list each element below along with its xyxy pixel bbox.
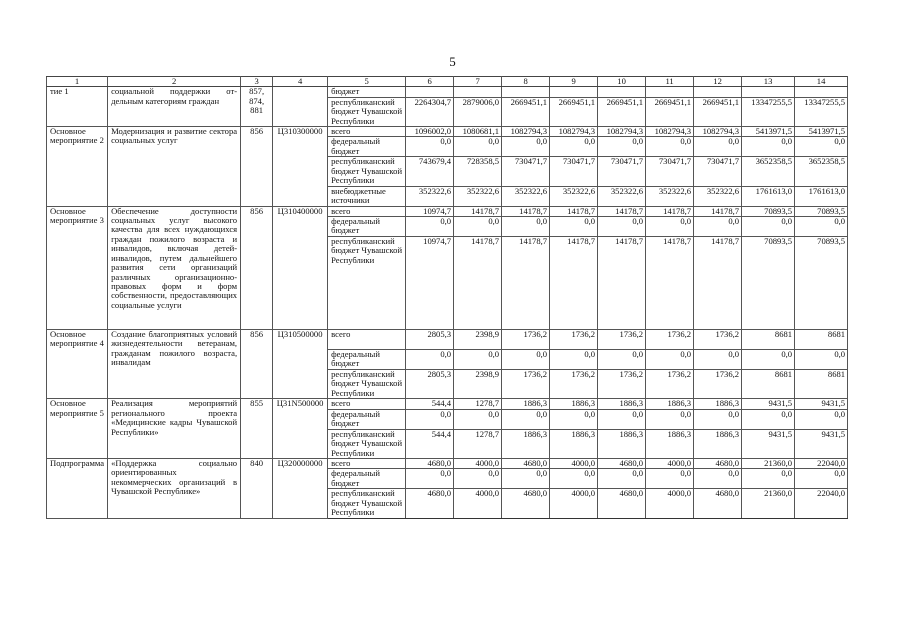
amount-cell: 0,0 bbox=[454, 217, 502, 237]
amount-cell: 0,0 bbox=[502, 350, 550, 370]
amount-cell: 1736,2 bbox=[598, 370, 646, 399]
amount-cell: 8681 bbox=[795, 330, 848, 350]
funding-source: всего bbox=[328, 458, 406, 468]
amount-cell: 352322,6 bbox=[454, 186, 502, 206]
activity-name: социальной поддержки от-дельным категориям граждан bbox=[108, 87, 241, 127]
amount-cell: 21360,0 bbox=[742, 489, 795, 518]
grbs-code: 855 bbox=[241, 399, 273, 459]
amount-cell: 0,0 bbox=[694, 217, 742, 237]
amount-cell: 352322,6 bbox=[694, 186, 742, 206]
amount-cell: 4000,0 bbox=[646, 458, 694, 468]
amount-cell: 1886,3 bbox=[502, 399, 550, 409]
activity-label: Основное мероприятие 5 bbox=[47, 399, 108, 459]
grbs-code: 857, 874, 881 bbox=[241, 87, 273, 127]
table-row bbox=[47, 399, 848, 409]
amount-cell bbox=[742, 87, 795, 97]
amount-cell: 0,0 bbox=[454, 137, 502, 157]
amount-cell: 0,0 bbox=[742, 350, 795, 370]
amount-cell: 352322,6 bbox=[646, 186, 694, 206]
amount-cell: 0,0 bbox=[694, 409, 742, 429]
amount-cell: 1096002,0 bbox=[406, 127, 454, 137]
amount-cell: 0,0 bbox=[406, 217, 454, 237]
amount-cell: 22040,0 bbox=[795, 458, 848, 468]
amount-cell: 1278,7 bbox=[454, 399, 502, 409]
amount-cell: 0,0 bbox=[598, 137, 646, 157]
table-row bbox=[47, 458, 848, 468]
column-header: 3 bbox=[241, 77, 273, 87]
grbs-code: 856 bbox=[241, 206, 273, 329]
amount-cell: 3652358,5 bbox=[742, 157, 795, 186]
grbs-code: 840 bbox=[241, 458, 273, 518]
amount-cell: 730471,7 bbox=[550, 157, 598, 186]
amount-cell: 1886,3 bbox=[694, 429, 742, 458]
budget-code: Ц310500000 bbox=[273, 330, 328, 399]
column-header: 6 bbox=[406, 77, 454, 87]
column-header: 5 bbox=[328, 77, 406, 87]
amount-cell: 14178,7 bbox=[646, 237, 694, 330]
amount-cell: 70893,5 bbox=[742, 206, 795, 216]
grbs-code: 856 bbox=[241, 330, 273, 399]
amount-cell: 0,0 bbox=[502, 137, 550, 157]
funding-source: федеральный бюджет bbox=[328, 137, 406, 157]
column-header: 1 bbox=[47, 77, 108, 87]
table-row bbox=[47, 330, 848, 350]
amount-cell: 4680,0 bbox=[598, 489, 646, 518]
amount-cell: 4000,0 bbox=[454, 458, 502, 468]
amount-cell: 1886,3 bbox=[694, 399, 742, 409]
column-header: 7 bbox=[454, 77, 502, 87]
amount-cell: 14178,7 bbox=[694, 237, 742, 330]
activity-label: Основное мероприятие 4 bbox=[47, 330, 108, 399]
amount-cell: 9431,5 bbox=[742, 429, 795, 458]
amount-cell: 4000,0 bbox=[454, 489, 502, 518]
amount-cell: 0,0 bbox=[550, 469, 598, 489]
amount-cell: 14178,7 bbox=[694, 206, 742, 216]
amount-cell: 1886,3 bbox=[646, 399, 694, 409]
amount-cell: 0,0 bbox=[406, 350, 454, 370]
amount-cell: 0,0 bbox=[406, 469, 454, 489]
amount-cell: 5413971,5 bbox=[742, 127, 795, 137]
amount-cell: 0,0 bbox=[502, 217, 550, 237]
amount-cell: 1080681,1 bbox=[454, 127, 502, 137]
budget-code: Ц31N500000 bbox=[273, 399, 328, 459]
amount-cell bbox=[795, 87, 848, 97]
budget-table bbox=[46, 76, 848, 519]
amount-cell: 0,0 bbox=[742, 469, 795, 489]
funding-source: федеральный бюджет bbox=[328, 350, 406, 370]
amount-cell: 1736,2 bbox=[598, 330, 646, 350]
amount-cell: 4680,0 bbox=[502, 489, 550, 518]
amount-cell: 2669451,1 bbox=[646, 97, 694, 126]
amount-cell: 1736,2 bbox=[694, 330, 742, 350]
amount-cell: 0,0 bbox=[795, 137, 848, 157]
column-header: 8 bbox=[502, 77, 550, 87]
amount-cell: 2879006,0 bbox=[454, 97, 502, 126]
amount-cell: 0,0 bbox=[598, 469, 646, 489]
amount-cell: 730471,7 bbox=[646, 157, 694, 186]
funding-source: всего bbox=[328, 330, 406, 350]
amount-cell: 4680,0 bbox=[694, 489, 742, 518]
amount-cell: 0,0 bbox=[598, 409, 646, 429]
budget-code: Ц320000000 bbox=[273, 458, 328, 518]
amount-cell: 9431,5 bbox=[795, 399, 848, 409]
amount-cell bbox=[454, 87, 502, 97]
amount-cell: 730471,7 bbox=[694, 157, 742, 186]
amount-cell: 2669451,1 bbox=[550, 97, 598, 126]
amount-cell: 14178,7 bbox=[646, 206, 694, 216]
amount-cell: 1278,7 bbox=[454, 429, 502, 458]
amount-cell: 2805,3 bbox=[406, 330, 454, 350]
amount-cell: 1082794,3 bbox=[646, 127, 694, 137]
amount-cell: 1886,3 bbox=[502, 429, 550, 458]
amount-cell: 14178,7 bbox=[502, 237, 550, 330]
amount-cell: 1886,3 bbox=[598, 429, 646, 458]
amount-cell: 1736,2 bbox=[550, 330, 598, 350]
amount-cell bbox=[694, 87, 742, 97]
amount-cell: 0,0 bbox=[454, 469, 502, 489]
amount-cell: 0,0 bbox=[795, 469, 848, 489]
amount-cell: 1886,3 bbox=[646, 429, 694, 458]
amount-cell: 0,0 bbox=[742, 409, 795, 429]
amount-cell: 8681 bbox=[742, 370, 795, 399]
amount-cell: 1736,2 bbox=[694, 370, 742, 399]
amount-cell: 0,0 bbox=[646, 217, 694, 237]
grbs-code: 856 bbox=[241, 127, 273, 207]
amount-cell: 14178,7 bbox=[454, 237, 502, 330]
funding-source: республиканский бюджет Чувашской Республики bbox=[328, 237, 406, 330]
amount-cell: 352322,6 bbox=[550, 186, 598, 206]
amount-cell: 2398,9 bbox=[454, 370, 502, 399]
activity-label: Подпрограмма bbox=[47, 458, 108, 518]
amount-cell: 4680,0 bbox=[694, 458, 742, 468]
amount-cell: 0,0 bbox=[694, 350, 742, 370]
funding-source: бюджет bbox=[328, 87, 406, 97]
amount-cell bbox=[550, 87, 598, 97]
amount-cell: 1736,2 bbox=[550, 370, 598, 399]
amount-cell bbox=[646, 87, 694, 97]
amount-cell: 4000,0 bbox=[550, 489, 598, 518]
amount-cell: 4680,0 bbox=[598, 458, 646, 468]
amount-cell: 10974,7 bbox=[406, 237, 454, 330]
amount-cell: 9431,5 bbox=[742, 399, 795, 409]
amount-cell: 743679,4 bbox=[406, 157, 454, 186]
amount-cell: 0,0 bbox=[742, 137, 795, 157]
amount-cell: 1736,2 bbox=[646, 330, 694, 350]
amount-cell: 0,0 bbox=[646, 469, 694, 489]
amount-cell: 10974,7 bbox=[406, 206, 454, 216]
column-header: 4 bbox=[273, 77, 328, 87]
funding-source: федеральный бюджет bbox=[328, 469, 406, 489]
amount-cell: 0,0 bbox=[694, 469, 742, 489]
funding-source: республиканский бюджет Чувашской Республики bbox=[328, 97, 406, 126]
column-header: 13 bbox=[742, 77, 795, 87]
amount-cell: 2669451,1 bbox=[694, 97, 742, 126]
amount-cell: 2398,9 bbox=[454, 330, 502, 350]
amount-cell: 730471,7 bbox=[598, 157, 646, 186]
amount-cell: 1761613,0 bbox=[795, 186, 848, 206]
amount-cell: 0,0 bbox=[454, 350, 502, 370]
amount-cell: 8681 bbox=[742, 330, 795, 350]
amount-cell: 14178,7 bbox=[502, 206, 550, 216]
amount-cell: 0,0 bbox=[550, 217, 598, 237]
amount-cell: 14178,7 bbox=[598, 206, 646, 216]
amount-cell: 13347255,5 bbox=[795, 97, 848, 126]
activity-name: Реализация мероприятий регионального проекта «Медицинские кадры Чувашской Республики» bbox=[108, 399, 241, 459]
amount-cell bbox=[502, 87, 550, 97]
activity-label: Основное мероприятие 2 bbox=[47, 127, 108, 207]
amount-cell: 9431,5 bbox=[795, 429, 848, 458]
table-row bbox=[47, 127, 848, 137]
amount-cell: 1082794,3 bbox=[502, 127, 550, 137]
amount-cell: 0,0 bbox=[550, 409, 598, 429]
amount-cell: 0,0 bbox=[598, 350, 646, 370]
amount-cell: 0,0 bbox=[454, 409, 502, 429]
activity-name: Создание благоприятных условий жизнедеятельности ветеранам, гражданам пожилого возраста, инвалидам bbox=[108, 330, 241, 399]
funding-source: федеральный бюджет bbox=[328, 409, 406, 429]
funding-source: республиканский бюджет Чувашской Республики bbox=[328, 489, 406, 518]
amount-cell: 2669451,1 bbox=[502, 97, 550, 126]
budget-code bbox=[273, 87, 328, 127]
header-row bbox=[47, 77, 848, 87]
amount-cell: 1736,2 bbox=[502, 330, 550, 350]
amount-cell: 0,0 bbox=[694, 137, 742, 157]
amount-cell: 14178,7 bbox=[598, 237, 646, 330]
amount-cell: 0,0 bbox=[795, 217, 848, 237]
column-header: 10 bbox=[598, 77, 646, 87]
amount-cell: 8681 bbox=[795, 370, 848, 399]
amount-cell: 14178,7 bbox=[550, 237, 598, 330]
amount-cell: 14178,7 bbox=[550, 206, 598, 216]
amount-cell: 4680,0 bbox=[406, 489, 454, 518]
column-header: 11 bbox=[646, 77, 694, 87]
amount-cell: 0,0 bbox=[550, 350, 598, 370]
amount-cell: 730471,7 bbox=[502, 157, 550, 186]
amount-cell: 3652358,5 bbox=[795, 157, 848, 186]
amount-cell: 0,0 bbox=[502, 409, 550, 429]
amount-cell: 0,0 bbox=[795, 409, 848, 429]
amount-cell: 2669451,1 bbox=[598, 97, 646, 126]
amount-cell: 0,0 bbox=[742, 217, 795, 237]
amount-cell: 70893,5 bbox=[742, 237, 795, 330]
amount-cell: 1886,3 bbox=[598, 399, 646, 409]
column-header: 14 bbox=[795, 77, 848, 87]
amount-cell: 21360,0 bbox=[742, 458, 795, 468]
column-header: 9 bbox=[550, 77, 598, 87]
amount-cell: 352322,6 bbox=[502, 186, 550, 206]
amount-cell bbox=[598, 87, 646, 97]
amount-cell: 1886,3 bbox=[550, 429, 598, 458]
column-header: 2 bbox=[108, 77, 241, 87]
amount-cell: 352322,6 bbox=[406, 186, 454, 206]
activity-label: Основное мероприятие 3 bbox=[47, 206, 108, 329]
amount-cell: 1082794,3 bbox=[550, 127, 598, 137]
funding-source: республиканский бюджет Чувашской Республики bbox=[328, 157, 406, 186]
amount-cell: 2805,3 bbox=[406, 370, 454, 399]
funding-source: всего bbox=[328, 399, 406, 409]
amount-cell: 4680,0 bbox=[406, 458, 454, 468]
funding-source: республиканский бюджет Чувашской Республики bbox=[328, 429, 406, 458]
table-row bbox=[47, 87, 848, 97]
amount-cell: 0,0 bbox=[406, 409, 454, 429]
amount-cell: 0,0 bbox=[406, 137, 454, 157]
amount-cell: 5413971,5 bbox=[795, 127, 848, 137]
amount-cell: 4000,0 bbox=[646, 489, 694, 518]
column-header: 12 bbox=[694, 77, 742, 87]
amount-cell: 0,0 bbox=[550, 137, 598, 157]
amount-cell: 2264304,7 bbox=[406, 97, 454, 126]
amount-cell: 1886,3 bbox=[550, 399, 598, 409]
amount-cell: 0,0 bbox=[646, 350, 694, 370]
activity-name: «Поддержка социально ориентированных некоммерческих организаций в Чувашской Республике» bbox=[108, 458, 241, 518]
activity-label: тие 1 bbox=[47, 87, 108, 127]
amount-cell: 352322,6 bbox=[598, 186, 646, 206]
amount-cell bbox=[406, 87, 454, 97]
amount-cell: 22040,0 bbox=[795, 489, 848, 518]
amount-cell: 4680,0 bbox=[502, 458, 550, 468]
table-row bbox=[47, 206, 848, 216]
amount-cell: 544,4 bbox=[406, 399, 454, 409]
amount-cell: 0,0 bbox=[646, 409, 694, 429]
amount-cell: 1082794,3 bbox=[598, 127, 646, 137]
activity-name: Обеспечение доступности социальных услуг высокого качества для всех нуждающихся граждан пожилого возраста и инвалидов, включая детей-инвалидов, путем дальнейшего развития сети организаций различных организационно-правовых форм и форм собственности, предоставляющих социальные услуги bbox=[108, 206, 241, 329]
amount-cell: 1736,2 bbox=[646, 370, 694, 399]
funding-source: всего bbox=[328, 206, 406, 216]
amount-cell: 728358,5 bbox=[454, 157, 502, 186]
amount-cell: 0,0 bbox=[795, 350, 848, 370]
amount-cell: 70893,5 bbox=[795, 206, 848, 216]
activity-name: Модернизация и развитие сектора социальных услуг bbox=[108, 127, 241, 207]
amount-cell: 14178,7 bbox=[454, 206, 502, 216]
amount-cell: 0,0 bbox=[502, 469, 550, 489]
amount-cell: 1082794,3 bbox=[694, 127, 742, 137]
amount-cell: 1736,2 bbox=[502, 370, 550, 399]
amount-cell: 0,0 bbox=[646, 137, 694, 157]
amount-cell: 70893,5 bbox=[795, 237, 848, 330]
funding-source: внебюджетные источники bbox=[328, 186, 406, 206]
amount-cell: 13347255,5 bbox=[742, 97, 795, 126]
funding-source: республиканский бюджет Чувашской Республики bbox=[328, 370, 406, 399]
funding-source: всего bbox=[328, 127, 406, 137]
amount-cell: 0,0 bbox=[598, 217, 646, 237]
amount-cell: 4000,0 bbox=[550, 458, 598, 468]
page-number: 5 bbox=[449, 54, 456, 69]
amount-cell: 1761613,0 bbox=[742, 186, 795, 206]
funding-source: федеральный бюджет bbox=[328, 217, 406, 237]
budget-code: Ц310300000 bbox=[273, 127, 328, 207]
amount-cell: 544,4 bbox=[406, 429, 454, 458]
budget-code: Ц310400000 bbox=[273, 206, 328, 329]
